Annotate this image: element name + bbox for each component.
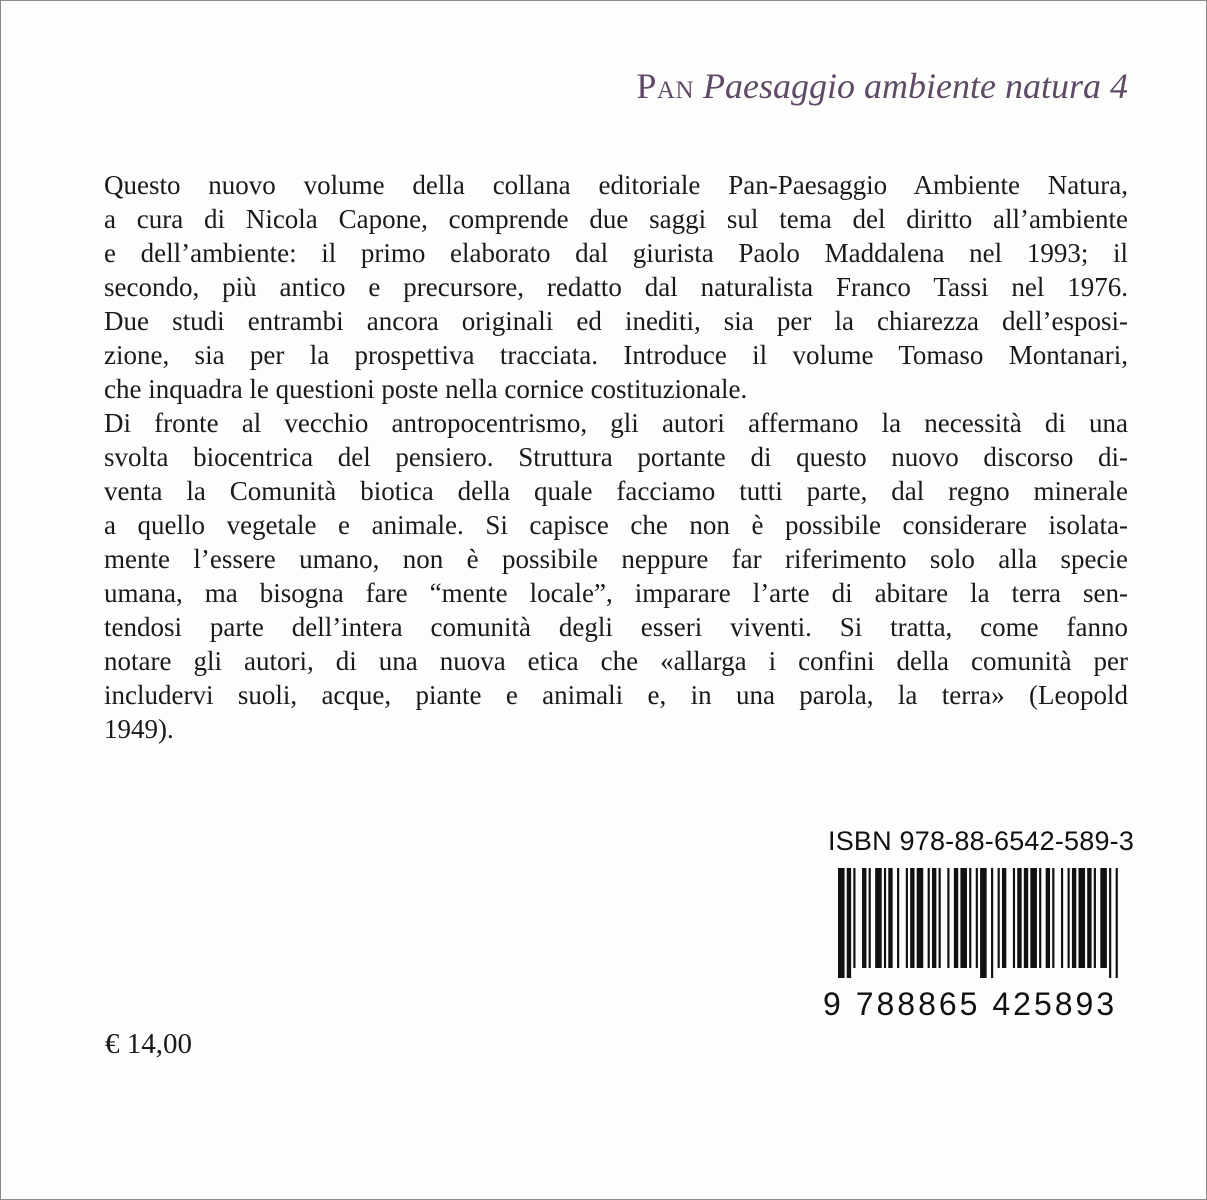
barcode-digits: 9 788865 425893 — [823, 986, 1118, 1022]
barcode-bar — [1017, 868, 1021, 968]
isbn-label: ISBN 978-88-6542-589-3 — [828, 826, 1135, 856]
barcode — [838, 868, 1120, 978]
barcode-bar — [906, 868, 908, 968]
barcode-bar — [980, 868, 987, 978]
barcode-bar — [862, 868, 866, 968]
blurb-line: umana, ma bisogna fare “mente locale”, imparare l’arte di abitare la terra sen- — [104, 578, 1128, 608]
barcode-bar — [932, 868, 936, 968]
blurb-line: a quello vegetale e animale. Si capisce che non è possibile considerare isolata- — [104, 510, 1128, 540]
blurb-line: a cura di Nicola Capone, comprende due saggi sul tema del diritto all’ambiente — [104, 204, 1128, 234]
blurb-line: mente l’essere umano, non è possibile neppure far riferimento solo alla specie — [104, 544, 1128, 574]
series-name: Pan — [636, 66, 695, 106]
barcode-bar — [960, 868, 967, 968]
barcode-bar — [1002, 868, 1006, 968]
blurb-line: notare gli autori, di una nuova etica che «allarga i confini della comunità per — [104, 646, 1128, 676]
barcode-bar — [910, 868, 914, 968]
barcode-bar — [847, 868, 851, 978]
barcode-bar — [1116, 868, 1118, 978]
barcode-bar — [1109, 868, 1111, 978]
price: € 14,00 — [105, 1028, 192, 1060]
barcode-bar — [928, 868, 930, 968]
blurb-line: svolta biocentrica del pensiero. Struttura portante di questo nuovo discorso di- — [104, 442, 1128, 472]
barcode-bar — [1078, 868, 1085, 968]
blurb-line: Due studi entrambi ancora originali ed inediti, sia per la chiarezza dell’esposi- — [104, 306, 1128, 336]
blurb-text — [104, 168, 1128, 746]
barcode-bar — [884, 868, 886, 968]
blurb-line: che inquadra le questioni poste nella cornice costituzionale. — [104, 374, 748, 404]
barcode-bar — [1024, 868, 1028, 968]
barcode-bar — [853, 868, 855, 968]
barcode-bar — [969, 868, 971, 968]
barcode-bar — [1039, 868, 1041, 968]
barcode-bar — [1046, 868, 1050, 968]
blurb-line: 1949). — [104, 714, 174, 744]
barcode-bar — [976, 868, 978, 968]
blurb-line: venta la Comunità biotica della quale facciamo tutti parte, dal regno minerale — [104, 476, 1128, 506]
barcode-bar — [1072, 868, 1076, 968]
barcode-bar — [1052, 868, 1054, 968]
series-title — [636, 65, 1128, 107]
barcode-bar — [1068, 868, 1070, 968]
blurb-line: secondo, più antico e precursore, redatto dal naturalista Franco Tassi nel 1976. — [104, 272, 1128, 302]
barcode-bar — [1061, 868, 1063, 968]
barcode-bar — [1030, 868, 1037, 968]
barcode-bar — [888, 868, 892, 968]
barcode-bar — [998, 868, 1000, 968]
barcode-bar — [1087, 868, 1091, 968]
barcode-bar — [991, 868, 993, 978]
barcode-bar — [954, 868, 958, 968]
blurb-line: includervi suoli, acque, piante e animali e, in una parola, la terra» (Leopold — [104, 680, 1128, 710]
barcode-bar — [1013, 868, 1015, 968]
blurb-line: e dell’ambiente: il primo elaborato dal giurista Paolo Maddalena nel 1993; il — [104, 238, 1128, 268]
barcode-bar — [897, 868, 899, 968]
barcode-bar — [917, 868, 924, 968]
blurb-line: Di fronte al vecchio antropocentrismo, gli autori affermano la necessità di una — [104, 408, 1128, 438]
barcode-bar — [838, 868, 845, 978]
blurb-line: Questo nuovo volume della collana editoriale Pan-Paesaggio Ambiente Natura, — [104, 170, 1128, 200]
blurb-line: tendosi parte dell’intera comunità degli esseri viventi. Si tratta, come fanno — [104, 612, 1128, 642]
barcode-bar — [939, 868, 941, 968]
barcode-bar — [1094, 868, 1096, 968]
blurb-line: zione, sia per la prospettiva tracciata. Introduce il volume Tomaso Montanari, — [104, 340, 1128, 370]
series-subtitle: Paesaggio ambiente natura 4 — [703, 66, 1128, 106]
barcode-bar — [875, 868, 882, 968]
barcode-bar — [1100, 868, 1107, 968]
barcode-bar — [869, 868, 871, 968]
barcode-bar — [947, 868, 949, 968]
